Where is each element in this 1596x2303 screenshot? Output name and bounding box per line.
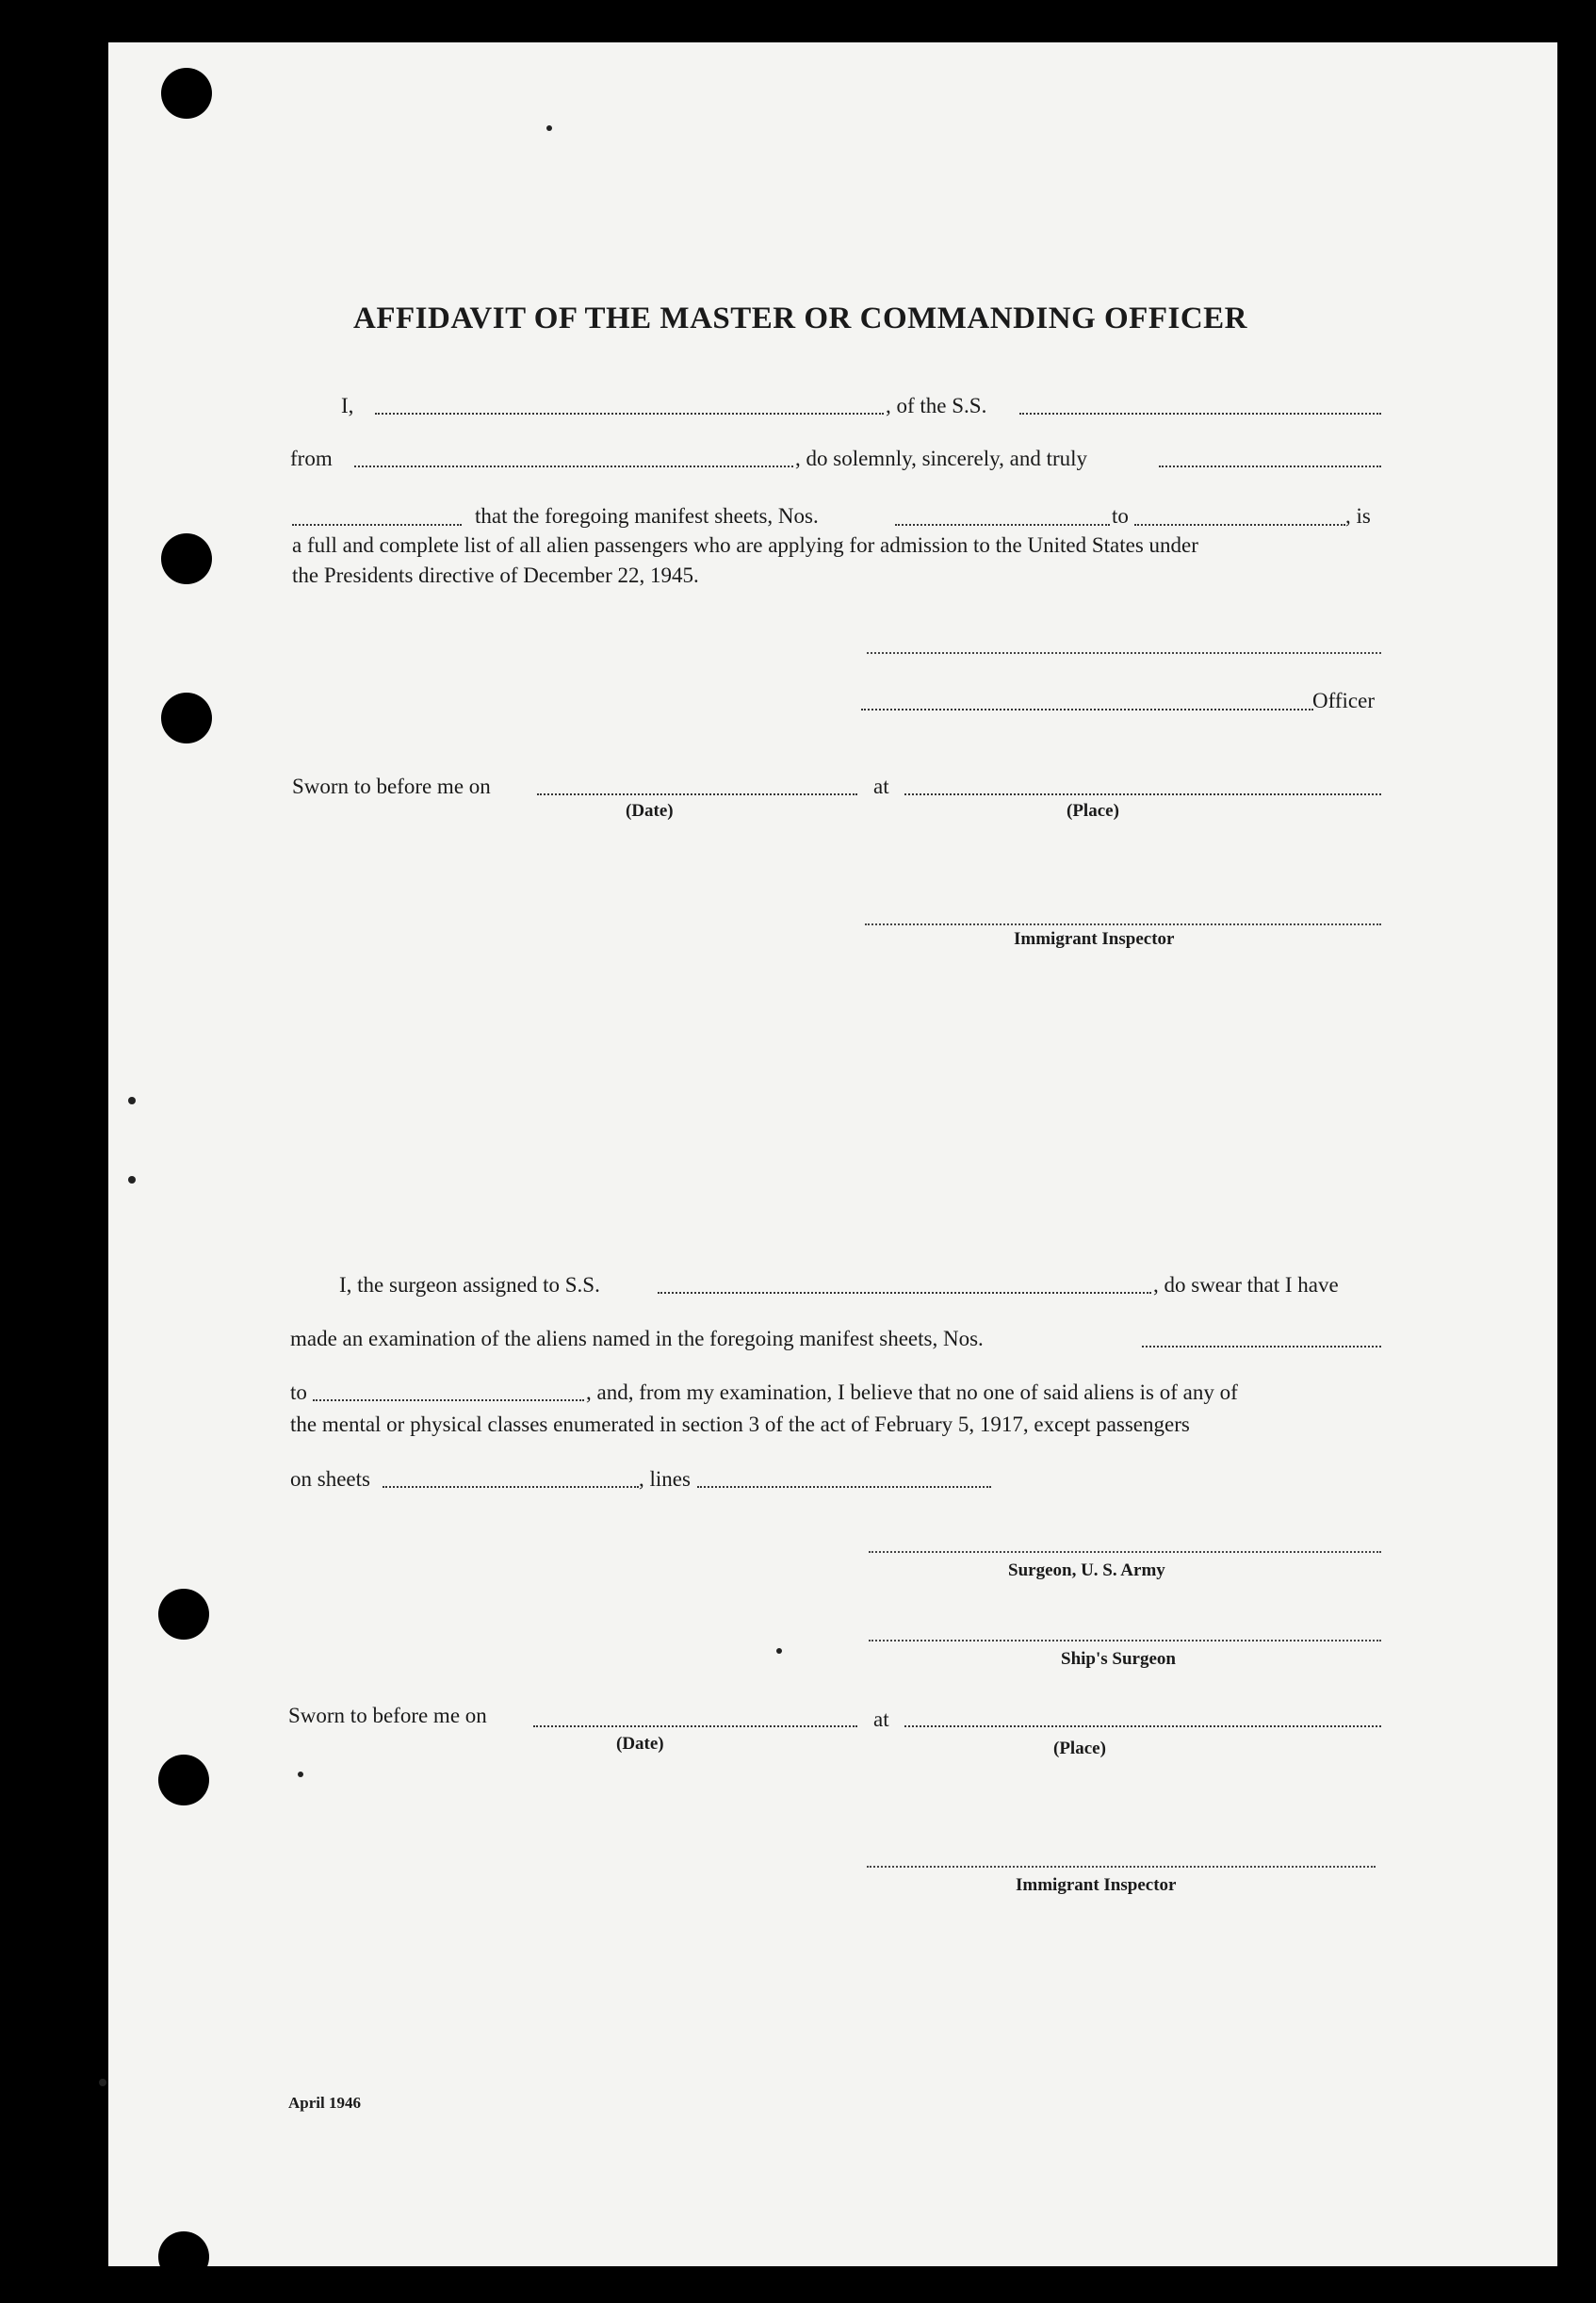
surgeon-sworn-date-field[interactable] xyxy=(533,1725,857,1727)
form-title: AFFIDAVIT OF THE MASTER OR COMMANDING OFFICER xyxy=(353,302,1247,335)
surgeon-line2: made an examination of the aliens named in the foregoing manifest sheets, Nos. xyxy=(290,1327,984,1350)
ship-surgeon-signature-line[interactable] xyxy=(869,1640,1381,1642)
surgeon-line5-start: on sheets xyxy=(290,1467,370,1491)
binder-hole xyxy=(158,2231,209,2282)
master-line1-start: I, xyxy=(341,394,354,417)
surgeon-line4: the mental or physical classes enumerated in section 3 of the act of February 5, 1917, except passengers xyxy=(290,1413,1190,1436)
ship-name-field[interactable] xyxy=(1019,413,1381,415)
surgeon-inspector-signature-line[interactable] xyxy=(867,1866,1376,1868)
sheet-end-field[interactable] xyxy=(1134,524,1345,526)
master-inspector-signature-line[interactable] xyxy=(865,923,1381,925)
surgeon-line3-start: to xyxy=(290,1380,307,1404)
surgeon-ship-field[interactable] xyxy=(658,1292,1151,1294)
excepted-lines-field[interactable] xyxy=(697,1486,991,1488)
army-surgeon-label: Surgeon, U. S. Army xyxy=(1008,1560,1165,1580)
scan-speck xyxy=(99,2079,106,2086)
surgeon-sheets-field[interactable] xyxy=(1142,1346,1381,1348)
binder-hole xyxy=(161,68,212,119)
master-name-field[interactable] xyxy=(375,413,884,415)
surgeon-line5-mid: , lines xyxy=(639,1467,691,1491)
binder-hole xyxy=(161,533,212,584)
officer-label: Officer xyxy=(1312,689,1375,712)
surgeon-sworn-place-field[interactable] xyxy=(904,1725,1381,1727)
master-line2-start: from xyxy=(290,447,333,470)
oath-type-field[interactable] xyxy=(1159,466,1381,467)
surgeon-date-label: (Date) xyxy=(616,1734,664,1754)
master-sworn-place-field[interactable] xyxy=(904,793,1381,795)
master-signature-line[interactable] xyxy=(867,652,1381,654)
master-line3-to: to xyxy=(1112,504,1129,528)
master-place-label: (Place) xyxy=(1067,801,1119,821)
master-date-label: (Date) xyxy=(626,801,674,821)
binder-hole xyxy=(158,1589,209,1640)
scan-speck xyxy=(128,1176,136,1184)
scan-speck xyxy=(128,1097,136,1104)
scan-speck xyxy=(776,1648,782,1654)
form-revision-date: April 1946 xyxy=(288,2094,361,2112)
surgeon-sworn-at: at xyxy=(873,1707,889,1731)
master-line3-mid: that the foregoing manifest sheets, Nos. xyxy=(475,504,819,528)
surgeon-sworn-text: Sworn to before me on xyxy=(288,1704,487,1727)
scan-speck xyxy=(546,125,552,131)
surgeon-inspector-label: Immigrant Inspector xyxy=(1016,1875,1177,1895)
binder-hole xyxy=(158,1755,209,1805)
master-sworn-date-field[interactable] xyxy=(537,793,857,795)
surgeon-line3-end: , and, from my examination, I believe that no one of said aliens is of any of xyxy=(586,1380,1238,1404)
surgeon-sheet-end-field[interactable] xyxy=(313,1399,584,1401)
master-line4: a full and complete list of all alien passengers who are applying for admission to the United States under xyxy=(292,533,1198,557)
ship-surgeon-label: Ship's Surgeon xyxy=(1061,1649,1176,1669)
master-line3-end: , is xyxy=(1345,504,1371,528)
binder-hole xyxy=(161,693,212,743)
surgeon-line1-end: , do swear that I have xyxy=(1153,1273,1339,1297)
departure-port-field[interactable] xyxy=(354,466,793,467)
army-surgeon-signature-line[interactable] xyxy=(869,1551,1381,1553)
sheet-start-field[interactable] xyxy=(895,524,1110,526)
master-sworn-text: Sworn to before me on xyxy=(292,775,491,798)
master-line1-mid: , of the S.S. xyxy=(886,394,987,417)
officer-signature-field[interactable] xyxy=(861,709,1313,710)
oath-type-field-2[interactable] xyxy=(292,524,462,526)
master-sworn-at: at xyxy=(873,775,889,798)
master-inspector-label: Immigrant Inspector xyxy=(1014,929,1175,949)
master-line5: the Presidents directive of December 22, 1945. xyxy=(292,564,699,587)
master-line2-mid: , do solemnly, sincerely, and truly xyxy=(795,447,1088,470)
form-page xyxy=(108,42,1557,2266)
surgeon-place-label: (Place) xyxy=(1053,1739,1106,1758)
surgeon-line1-start: I, the surgeon assigned to S.S. xyxy=(339,1273,600,1297)
scan-speck xyxy=(298,1772,303,1777)
excepted-sheets-field[interactable] xyxy=(383,1486,639,1488)
